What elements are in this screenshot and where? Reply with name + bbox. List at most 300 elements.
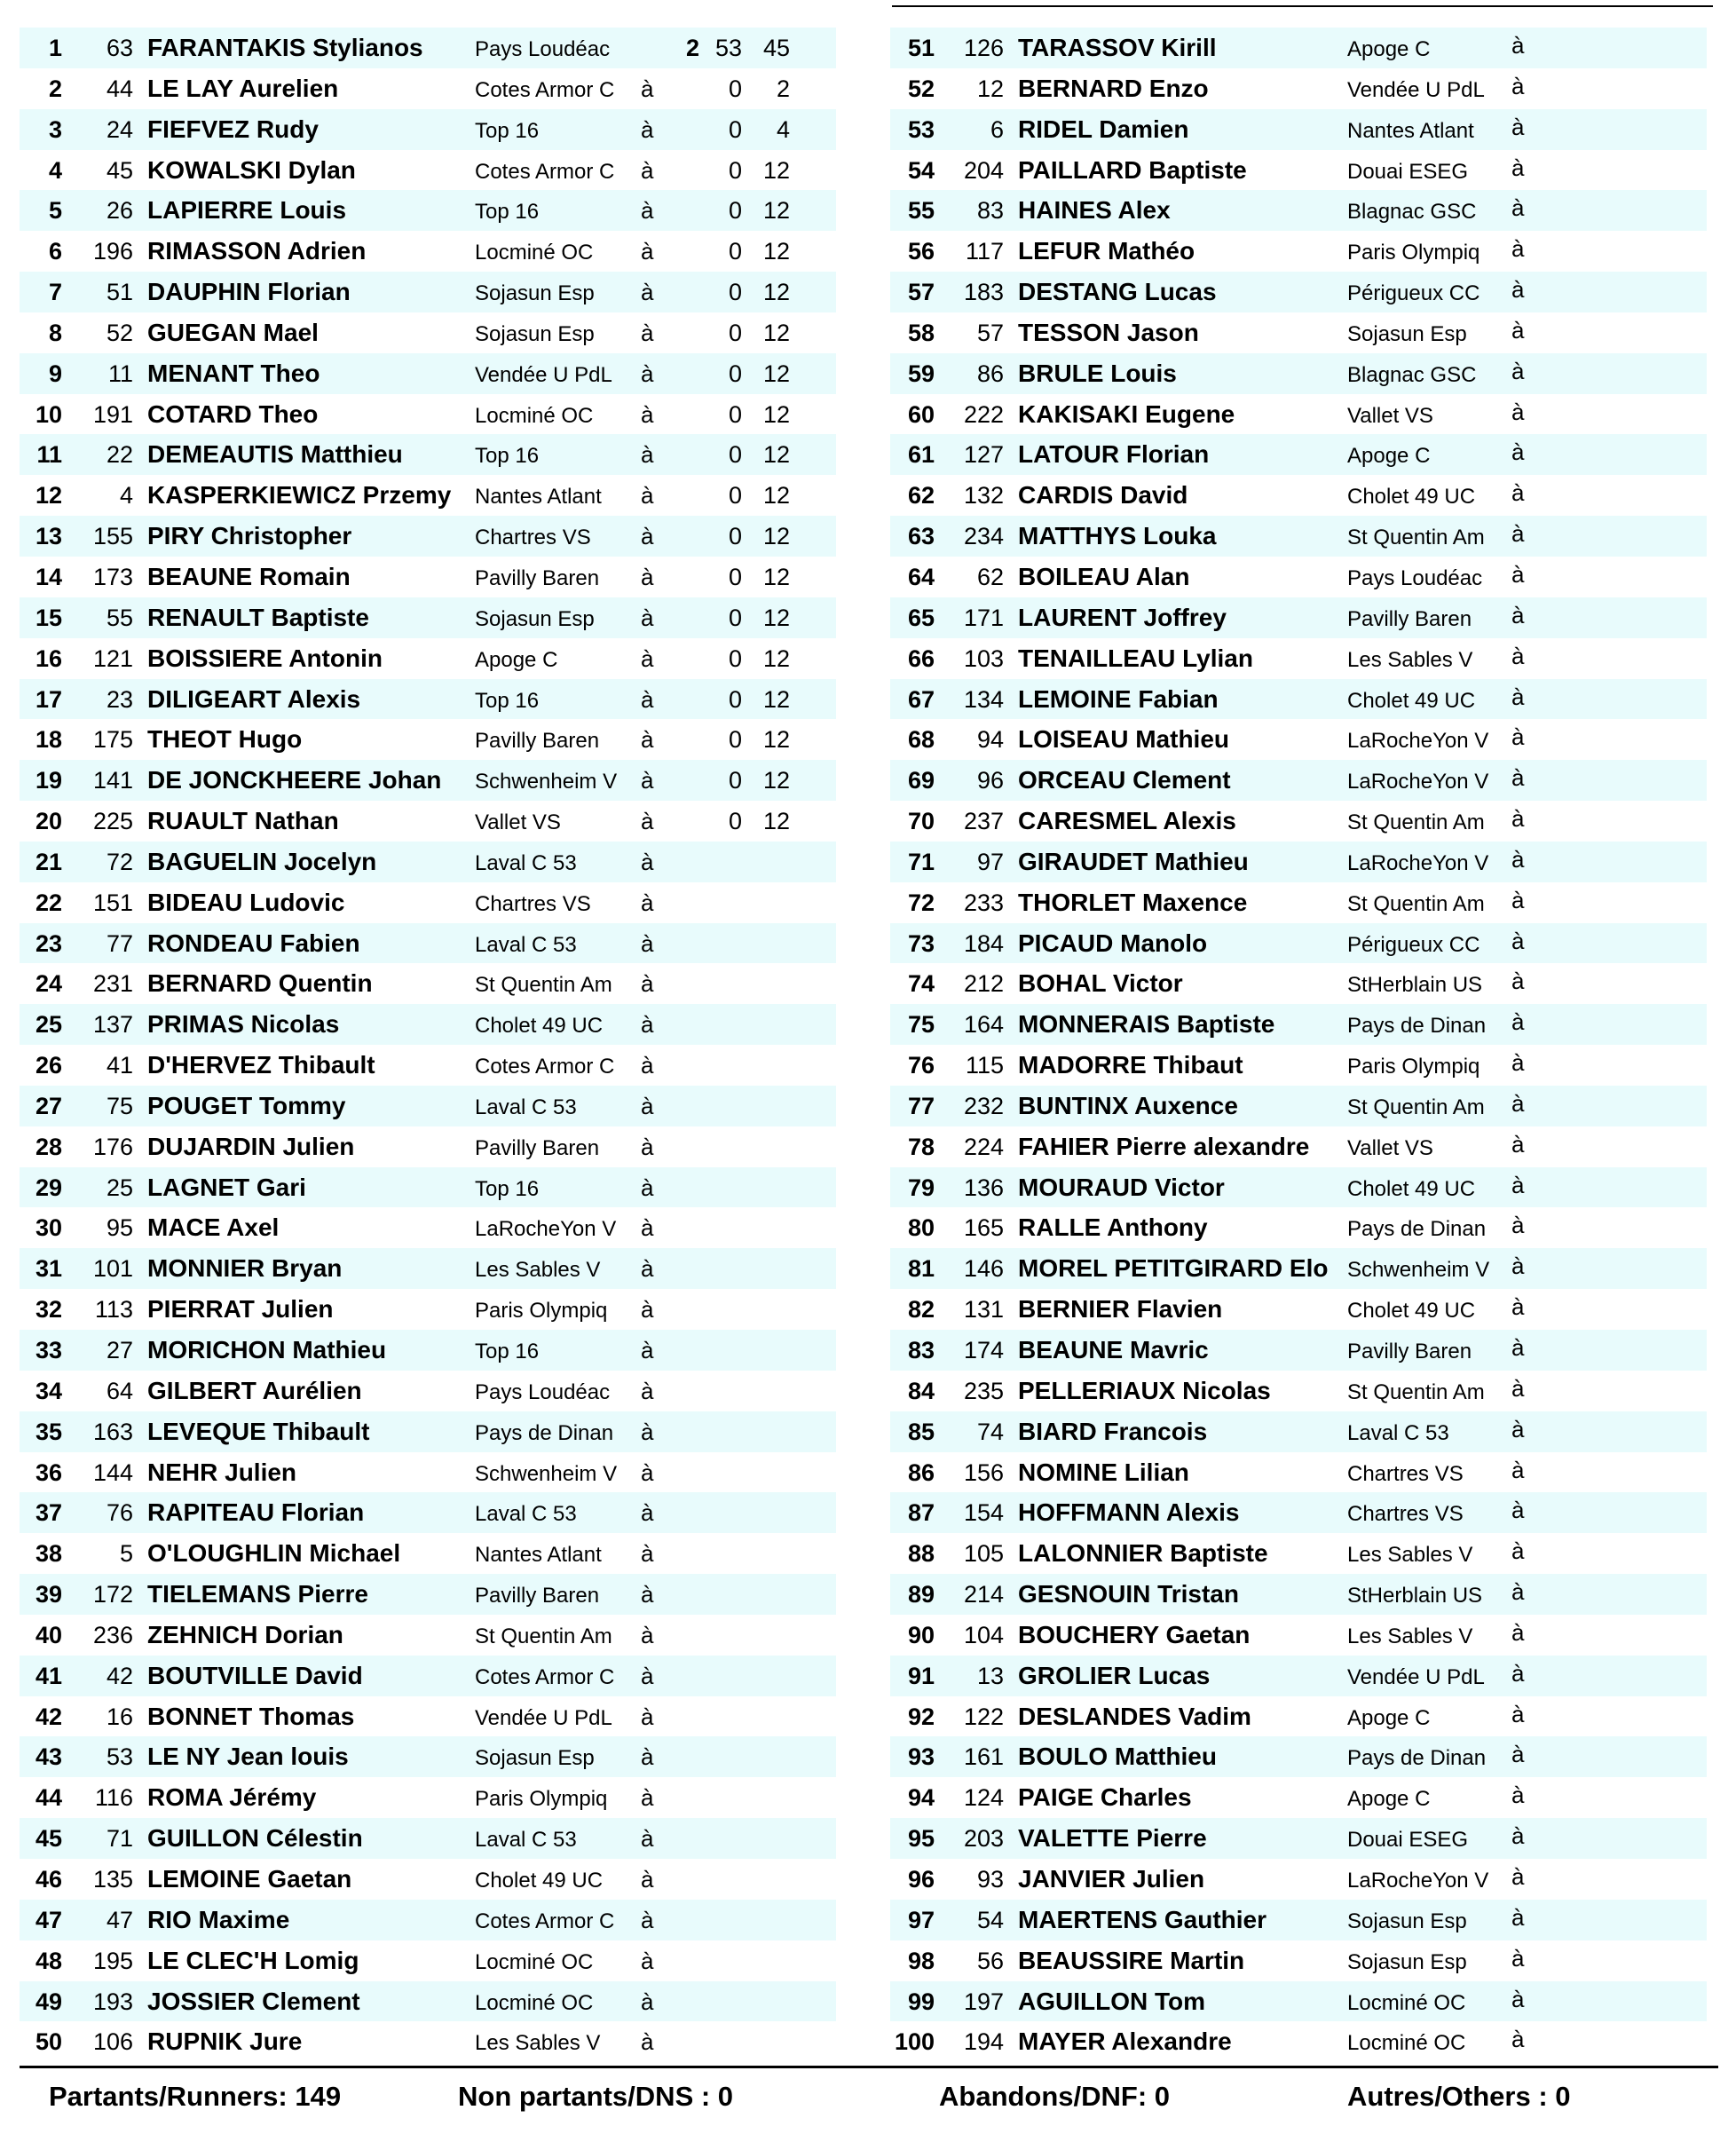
result-name: HAINES Alex — [1018, 196, 1171, 225]
result-name: PIERRAT Julien — [147, 1295, 334, 1324]
result-rank: 86 — [907, 1458, 935, 1486]
result-t3: 12 — [762, 441, 790, 469]
result-row — [20, 1981, 836, 2022]
result-name: FIEFVEZ Rudy — [147, 115, 319, 143]
top-rule — [892, 5, 1713, 7]
result-team: Les Sables V — [475, 2031, 601, 2056]
result-team: StHerblain US — [1347, 973, 1483, 998]
result-name: GILBERT Aurélien — [147, 1376, 362, 1404]
result-team: Sojasun Esp — [475, 281, 595, 306]
result-bib: 41 — [106, 1052, 133, 1079]
result-row — [890, 1981, 1707, 2022]
result-name: LALONNIER Baptiste — [1018, 1539, 1268, 1568]
result-team: St Quentin Am — [1347, 891, 1485, 916]
result-team: Pays Loudéac — [475, 1379, 611, 1404]
result-t3: 12 — [762, 685, 790, 713]
result-at: à — [641, 1255, 654, 1283]
result-name: LEMOINE Fabian — [1018, 684, 1219, 713]
result-name: VALETTE Pierre — [1018, 1824, 1207, 1853]
result-name: CARDIS David — [1018, 481, 1188, 510]
result-at: à — [641, 1458, 654, 1486]
result-rank: 17 — [35, 685, 62, 713]
result-row — [890, 923, 1707, 964]
result-row — [20, 272, 836, 312]
result-team: Pays de Dinan — [1347, 1014, 1487, 1039]
result-bib: 232 — [963, 1092, 1004, 1119]
result-name: HOFFMANN Alexis — [1018, 1498, 1240, 1527]
result-name: KAKISAKI Eugene — [1018, 399, 1235, 428]
result-team: Vendée U PdL — [1347, 1664, 1485, 1689]
result-at: à — [641, 848, 654, 875]
result-rank: 57 — [907, 279, 935, 306]
result-team: Pays Loudéac — [1347, 565, 1483, 590]
result-team: Pavilly Baren — [1347, 1340, 1472, 1363]
result-row — [20, 516, 836, 557]
result-at: à — [1511, 1537, 1525, 1565]
result-at: à — [641, 1540, 654, 1568]
result-team: Vallet VS — [475, 810, 561, 835]
result-team: Vallet VS — [1347, 403, 1433, 428]
result-rank: 93 — [907, 1743, 935, 1771]
result-name: LEFUR Mathéo — [1018, 237, 1195, 265]
result-rank: 27 — [35, 1092, 62, 1119]
result-at: à — [641, 1133, 654, 1160]
result-team: Vallet VS — [1347, 1135, 1433, 1160]
dns-count: Non partants/DNS : 0 — [458, 2081, 734, 2112]
result-rank: 26 — [35, 1052, 62, 1079]
result-name: LAGNET Gari — [147, 1173, 306, 1201]
result-rank: 70 — [907, 808, 935, 835]
bottom-rule — [20, 2066, 1718, 2068]
result-at: à — [1511, 1903, 1525, 1931]
result-team: St Quentin Am — [1347, 1095, 1485, 1119]
result-at: à — [641, 238, 654, 265]
result-bib: 25 — [106, 1174, 133, 1201]
result-at: à — [1511, 1130, 1525, 1158]
result-team: Pavilly Baren — [475, 1135, 600, 1160]
result-at: à — [641, 1825, 654, 1853]
result-bib: 203 — [963, 1825, 1004, 1853]
result-name: DUJARDIN Julien — [147, 1132, 355, 1160]
result-team: Locminé OC — [1347, 1990, 1466, 2015]
result-team: Les Sables V — [1347, 1543, 1473, 1568]
result-bib: 193 — [92, 1988, 133, 2015]
result-name: LE LAY Aurelien — [147, 74, 339, 102]
result-row — [890, 109, 1707, 150]
result-rank: 80 — [907, 1214, 935, 1242]
result-name: JANVIER Julien — [1018, 1864, 1205, 1893]
result-bib: 141 — [92, 767, 133, 794]
result-bib: 134 — [963, 685, 1004, 713]
result-rank: 35 — [35, 1418, 62, 1445]
result-t2: 0 — [728, 279, 742, 306]
result-name: BOISSIERE Antonin — [147, 644, 383, 672]
result-at: à — [641, 523, 654, 550]
result-rank: 64 — [907, 563, 935, 590]
result-rank: 31 — [35, 1255, 62, 1283]
result-rank: 34 — [35, 1377, 62, 1404]
result-team: Cotes Armor C — [475, 1055, 615, 1079]
result-name: CARESMEL Alexis — [1018, 807, 1236, 835]
result-at: à — [641, 1337, 654, 1363]
result-bib: 173 — [92, 563, 133, 590]
result-team: Douai ESEG — [1347, 159, 1469, 184]
result-at: à — [1511, 886, 1525, 913]
dnf-count: Abandons/DNF: 0 — [939, 2081, 1171, 2112]
result-at: à — [1511, 764, 1525, 792]
result-bib: 224 — [963, 1133, 1004, 1160]
result-rank: 39 — [35, 1581, 62, 1608]
result-row — [20, 1167, 836, 1208]
results-column-right — [890, 28, 1707, 2062]
others-count: Autres/Others : 0 — [1347, 2081, 1571, 2112]
result-team: Cholet 49 UC — [475, 1014, 604, 1039]
result-team: Blagnac GSC — [1347, 200, 1477, 225]
result-t3: 12 — [762, 360, 790, 387]
result-rank: 99 — [907, 1988, 935, 2015]
result-row — [20, 1696, 836, 1737]
result-t2: 0 — [728, 523, 742, 550]
result-t3: 12 — [762, 279, 790, 306]
result-at: à — [641, 1906, 654, 1933]
result-at: à — [1511, 276, 1525, 304]
result-at: à — [1511, 1212, 1525, 1239]
result-rank: 96 — [907, 1865, 935, 1893]
result-rank: 91 — [907, 1662, 935, 1689]
result-bib: 71 — [106, 1825, 133, 1853]
result-team: Laval C 53 — [475, 1502, 577, 1527]
result-at: à — [641, 400, 654, 428]
result-row — [890, 1371, 1707, 1411]
result-name: RENAULT Baptiste — [147, 603, 369, 631]
result-team: Cholet 49 UC — [475, 1868, 604, 1893]
result-row — [20, 1330, 836, 1371]
result-name: MAYER Alexandre — [1018, 2027, 1232, 2056]
result-at: à — [641, 1214, 654, 1242]
result-rank: 15 — [35, 604, 62, 631]
result-row — [890, 1533, 1707, 1574]
result-rank: 94 — [907, 1784, 935, 1812]
result-row — [890, 1859, 1707, 1900]
result-t2: 0 — [728, 604, 742, 631]
result-team: LaRocheYon V — [1347, 1868, 1489, 1893]
result-name: THORLET Maxence — [1018, 888, 1248, 916]
result-rank: 46 — [35, 1865, 62, 1893]
result-at: à — [1511, 1374, 1525, 1402]
result-row — [890, 1086, 1707, 1126]
result-name: LEMOINE Gaetan — [147, 1864, 352, 1893]
result-bib: 172 — [92, 1581, 133, 1608]
result-t3: 4 — [776, 115, 790, 143]
result-rank: 25 — [35, 1011, 62, 1039]
result-team: St Quentin Am — [475, 973, 612, 998]
result-bib: 184 — [963, 929, 1004, 957]
result-rank: 45 — [35, 1825, 62, 1853]
result-bib: 116 — [94, 1784, 133, 1812]
result-team: Chartres VS — [1347, 1502, 1464, 1527]
result-rank: 41 — [35, 1662, 62, 1689]
result-row — [20, 190, 836, 231]
result-at: à — [641, 726, 654, 754]
result-bib: 161 — [963, 1743, 1004, 1771]
result-row — [890, 1126, 1707, 1167]
result-team: Chartres VS — [475, 891, 591, 916]
result-bib: 233 — [963, 889, 1004, 916]
result-at: à — [1511, 194, 1525, 222]
result-bib: 237 — [963, 808, 1004, 835]
result-bib: 144 — [92, 1458, 133, 1486]
result-at: à — [641, 1296, 654, 1324]
result-team: Cholet 49 UC — [1347, 485, 1476, 510]
result-team: Douai ESEG — [1347, 1828, 1469, 1853]
result-team: Pays Loudéac — [475, 37, 611, 61]
result-at: à — [1511, 1985, 1525, 2012]
result-team: Nantes Atlant — [475, 485, 602, 510]
result-name: MOURAUD Victor — [1018, 1173, 1225, 1201]
result-at: à — [641, 1418, 654, 1445]
result-t2: 0 — [728, 360, 742, 387]
result-name: LEVEQUE Thibault — [147, 1417, 370, 1445]
result-row — [890, 719, 1707, 760]
result-at: à — [1511, 1415, 1525, 1442]
result-rank: 54 — [907, 156, 935, 184]
result-team: Locminé OC — [475, 1990, 594, 2015]
result-rank: 59 — [907, 360, 935, 387]
result-at: à — [1511, 560, 1525, 588]
result-name: ZEHNICH Dorian — [147, 1620, 343, 1648]
result-bib: 236 — [92, 1621, 133, 1648]
result-rank: 20 — [35, 808, 62, 835]
result-bib: 163 — [92, 1418, 133, 1445]
result-rank: 47 — [35, 1906, 62, 1933]
result-name: BOUCHERY Gaetan — [1018, 1620, 1251, 1648]
result-t2: 0 — [728, 75, 742, 102]
result-name: BOUTVILLE David — [147, 1661, 363, 1689]
result-team: Schwenheim V — [475, 770, 618, 794]
result-rank: 21 — [35, 848, 62, 875]
result-row — [20, 109, 836, 150]
result-rank: 100 — [894, 2028, 935, 2056]
result-rank: 66 — [907, 644, 935, 672]
result-rank: 43 — [35, 1743, 62, 1771]
result-at: à — [641, 563, 654, 590]
result-name: FAHIER Pierre alexandre — [1018, 1132, 1310, 1160]
result-t3: 12 — [762, 156, 790, 184]
result-name: RUAULT Nathan — [147, 807, 339, 835]
result-name: BERNARD Enzo — [1018, 74, 1209, 102]
result-rank: 29 — [35, 1174, 62, 1201]
result-name: PAIGE Charles — [1018, 1783, 1192, 1812]
result-rank: 1 — [48, 35, 62, 61]
result-rank: 22 — [35, 889, 62, 916]
result-at: à — [1511, 1049, 1525, 1077]
result-team: St Quentin Am — [475, 1624, 612, 1648]
result-bib: 151 — [92, 889, 133, 916]
result-team: Laval C 53 — [1347, 1420, 1449, 1445]
result-name: THEOT Hugo — [147, 725, 303, 754]
result-team: Nantes Atlant — [1347, 118, 1474, 143]
result-team: Pavilly Baren — [1347, 606, 1472, 631]
result-team: Paris Olympiq — [1347, 241, 1480, 265]
result-rank: 61 — [907, 441, 935, 469]
result-t3: 2 — [776, 75, 790, 102]
result-team: Pays de Dinan — [1347, 1217, 1487, 1242]
result-at: à — [1511, 1293, 1525, 1321]
result-name: JOSSIER Clement — [147, 1987, 360, 2015]
result-row — [20, 679, 836, 720]
result-team: Vendée U PdL — [1347, 77, 1485, 102]
result-at: à — [1511, 1456, 1525, 1483]
result-at: à — [1511, 1578, 1525, 1606]
result-bib: 42 — [106, 1662, 133, 1689]
result-at: à — [1511, 113, 1525, 140]
result-at: à — [641, 929, 654, 957]
result-name: BOHAL Victor — [1018, 969, 1183, 998]
result-row — [890, 842, 1707, 882]
result-name: PIRY Christopher — [147, 522, 352, 550]
result-bib: 121 — [92, 644, 133, 672]
result-name: BEAUNE Romain — [147, 562, 351, 590]
result-at: à — [641, 197, 654, 225]
result-row — [20, 1248, 836, 1289]
result-at: à — [641, 1662, 654, 1689]
result-rank: 38 — [35, 1540, 62, 1568]
result-rank: 2 — [48, 75, 62, 102]
result-team: Sojasun Esp — [475, 321, 595, 346]
result-team: Pavilly Baren — [475, 729, 600, 754]
result-rank: 7 — [48, 279, 62, 306]
result-name: POUGET Tommy — [147, 1091, 346, 1119]
result-rank: 50 — [35, 2028, 62, 2056]
result-rank: 90 — [907, 1621, 935, 1648]
result-rank: 30 — [35, 1214, 62, 1242]
result-row — [20, 150, 836, 191]
result-bib: 194 — [963, 2028, 1004, 2056]
result-rank: 85 — [907, 1418, 935, 1445]
result-bib: 86 — [976, 360, 1004, 387]
result-row — [20, 1656, 836, 1696]
result-rank: 73 — [907, 929, 935, 957]
result-bib: 51 — [106, 279, 133, 306]
result-team: Apoge C — [1347, 37, 1431, 61]
result-row — [20, 434, 836, 475]
result-at: à — [1511, 398, 1525, 425]
result-bib: 12 — [976, 75, 1004, 102]
result-bib: 4 — [119, 482, 133, 510]
result-bib: 45 — [106, 156, 133, 184]
result-row — [890, 1900, 1707, 1940]
result-rank: 10 — [35, 400, 62, 428]
result-at: à — [1511, 927, 1525, 954]
result-name: FARANTAKIS Stylianos — [147, 34, 423, 61]
result-row — [890, 557, 1707, 597]
result-name: TARASSOV Kirill — [1018, 34, 1217, 61]
result-rank: 56 — [907, 238, 935, 265]
result-name: AGUILLON Tom — [1018, 1987, 1206, 2015]
result-bib: 77 — [106, 929, 133, 957]
result-row — [890, 1289, 1707, 1330]
result-at: à — [1511, 2026, 1525, 2053]
result-name: KOWALSKI Dylan — [147, 155, 356, 184]
result-row — [890, 1736, 1707, 1777]
result-name: LAURENT Joffrey — [1018, 603, 1227, 631]
result-name: DEMEAUTIS Matthieu — [147, 440, 403, 469]
result-bib: 171 — [963, 604, 1004, 631]
result-name: TESSON Jason — [1018, 318, 1199, 346]
result-team: Laval C 53 — [475, 850, 577, 875]
result-row — [20, 28, 836, 68]
result-team: Locminé OC — [475, 403, 594, 428]
result-row — [20, 353, 836, 394]
result-team: Sojasun Esp — [1347, 1949, 1467, 1974]
result-at: à — [641, 1377, 654, 1404]
result-bib: 234 — [963, 523, 1004, 550]
result-row — [890, 1656, 1707, 1696]
result-bib: 24 — [106, 115, 133, 143]
result-team: Schwenheim V — [1347, 1258, 1490, 1283]
result-bib: 197 — [963, 1988, 1004, 2015]
result-at: à — [1511, 1253, 1525, 1280]
result-row — [20, 1940, 836, 1981]
result-team: Locminé OC — [475, 241, 594, 265]
result-rank: 32 — [35, 1296, 62, 1324]
result-team: Nantes Atlant — [475, 1543, 602, 1568]
result-bib: 154 — [963, 1499, 1004, 1527]
result-bib: 75 — [106, 1092, 133, 1119]
result-at: à — [641, 1581, 654, 1608]
result-rank: 68 — [907, 726, 935, 754]
result-rank: 79 — [907, 1174, 935, 1201]
result-rank: 55 — [907, 197, 935, 225]
results-column-left — [20, 28, 836, 2062]
result-at: à — [641, 360, 654, 387]
result-team: Sojasun Esp — [475, 606, 595, 631]
result-team: St Quentin Am — [1347, 810, 1485, 835]
result-row — [20, 842, 836, 882]
result-row — [890, 882, 1707, 923]
result-name: BEAUNE Mavric — [1018, 1336, 1209, 1363]
result-row — [890, 760, 1707, 801]
result-rank: 88 — [907, 1540, 935, 1568]
result-row — [890, 1492, 1707, 1533]
result-row — [890, 475, 1707, 516]
result-team: LaRocheYon V — [1347, 729, 1489, 754]
result-t3: 12 — [762, 238, 790, 265]
result-t3: 12 — [762, 197, 790, 225]
result-name: D'HERVEZ Thibault — [147, 1051, 375, 1079]
result-at: à — [641, 441, 654, 469]
result-name: BIARD Francois — [1018, 1417, 1208, 1445]
result-team: Pays de Dinan — [1347, 1746, 1487, 1771]
result-t2: 0 — [728, 767, 742, 794]
result-row — [20, 963, 836, 1004]
result-bib: 135 — [92, 1865, 133, 1893]
result-rank: 6 — [48, 238, 62, 265]
result-row — [20, 923, 836, 964]
result-row — [20, 1289, 836, 1330]
result-at: à — [1511, 723, 1525, 751]
result-rank: 42 — [35, 1703, 62, 1730]
result-at: à — [641, 2028, 654, 2056]
result-rank: 8 — [48, 319, 62, 346]
result-row — [890, 1574, 1707, 1615]
result-row — [20, 1371, 836, 1411]
result-row — [20, 231, 836, 272]
result-at: à — [1511, 1700, 1525, 1727]
result-row — [20, 1818, 836, 1859]
result-name: ROMA Jérémy — [147, 1783, 317, 1812]
result-row — [20, 1045, 836, 1086]
